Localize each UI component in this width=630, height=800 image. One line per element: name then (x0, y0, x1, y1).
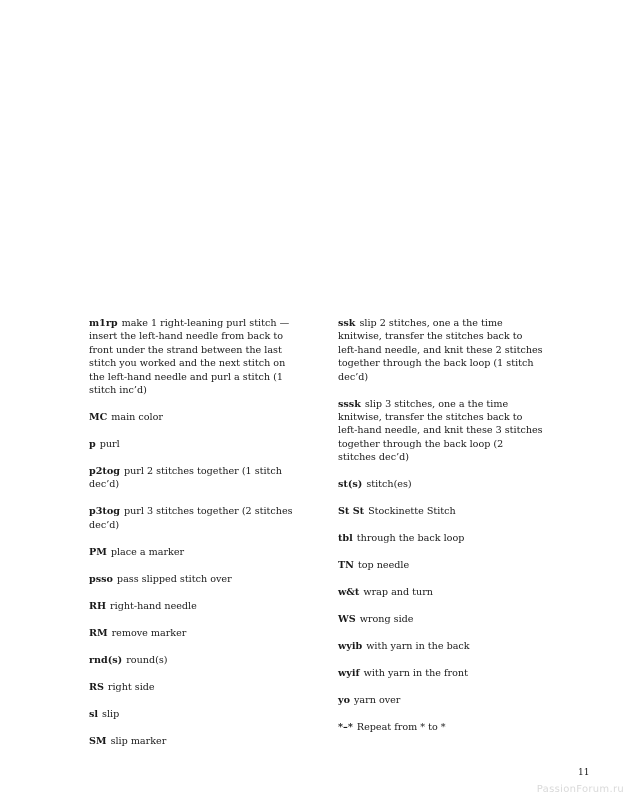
glossary-term: RH (89, 600, 107, 612)
glossary-definition: round(s) (126, 654, 168, 666)
glossary-entry (89, 708, 301, 721)
glossary-term: m1rp (89, 318, 118, 329)
glossary-definition: Stockinette Stitch (368, 506, 456, 518)
page-number: 11 (578, 768, 590, 778)
glossary-term: sl (89, 708, 99, 720)
glossary-entry (338, 694, 543, 707)
glossary-term: wyif (338, 668, 360, 680)
glossary-definition: Repeat from * to * (356, 722, 446, 734)
glossary-entry (338, 613, 543, 626)
glossary-definition: wrong side (359, 614, 414, 626)
glossary-definition: with yarn in the back (366, 641, 470, 653)
glossary-entry (338, 532, 543, 545)
glossary-left-column (89, 317, 301, 762)
glossary-term: p3tog (89, 506, 120, 518)
glossary-definition: slip 3 stitches, one a the time knitwise, transfer the stitches back to left-hand needle, and knit these 3 stitches together through the back loop (2 stitches dec’d) (338, 398, 543, 464)
glossary-definition: purl 2 stitches together (1 stitch dec’d) (89, 466, 282, 491)
glossary-entry (89, 681, 301, 694)
glossary-term: RM (89, 627, 108, 639)
glossary-term: tbl (338, 533, 353, 545)
glossary-right-column (338, 317, 543, 748)
glossary-entry (89, 411, 301, 424)
glossary-definition: purl 3 stitches together (2 stitches dec’d) (89, 506, 293, 531)
glossary-term: St St (338, 506, 365, 518)
glossary-entry (89, 465, 301, 492)
glossary-term: yo (338, 695, 350, 707)
glossary-term: TN (338, 560, 354, 572)
glossary-definition: slip 2 stitches, one a the time knitwise, transfer the stitches back to left-hand needle, and knit these 2 stitches together through the back loop (1 stitch dec’d) (338, 318, 543, 383)
glossary-term: w&t (338, 587, 360, 599)
glossary-definition: slip marker (110, 735, 167, 747)
glossary-entry (338, 721, 543, 734)
glossary-definition: wrap and turn (363, 587, 433, 599)
glossary-term: *–* (338, 722, 353, 734)
glossary-definition: pass slipped stitch over (116, 573, 232, 585)
glossary-entry (338, 586, 543, 599)
glossary-entry (89, 438, 301, 451)
glossary-term: sssk (338, 398, 361, 410)
glossary-entry (338, 398, 543, 465)
glossary-term: st(s) (338, 479, 363, 491)
glossary-entry (89, 654, 301, 667)
glossary-definition: purl (99, 439, 120, 451)
glossary-term: SM (89, 735, 107, 747)
glossary-term: p (89, 439, 96, 451)
glossary-entry (338, 667, 543, 680)
glossary-entry (338, 559, 543, 572)
glossary-entry (338, 640, 543, 653)
glossary-entry (89, 573, 301, 586)
glossary-term: wyib (338, 641, 363, 653)
glossary-definition: main color (111, 412, 163, 424)
glossary-term: RS (89, 681, 104, 693)
glossary-definition: right-hand needle (110, 600, 197, 612)
glossary-term: MC (89, 412, 108, 424)
watermark: PassionForum.ru (536, 784, 624, 795)
glossary-term: WS (338, 614, 356, 626)
glossary-term: p2tog (89, 466, 120, 478)
glossary-entry (89, 546, 301, 559)
glossary-entry (89, 317, 301, 397)
glossary-entry (89, 505, 301, 532)
glossary-definition: slip (102, 708, 120, 720)
glossary-term: ssk (338, 318, 356, 329)
glossary-definition: top needle (357, 560, 410, 572)
glossary-definition: with yarn in the front (363, 668, 468, 680)
glossary-definition: place a marker (110, 546, 185, 558)
glossary-definition: right side (107, 681, 155, 693)
glossary-entry (89, 735, 301, 748)
glossary-entry (338, 317, 543, 384)
glossary-term: psso (89, 573, 113, 585)
glossary-definition: make 1 right-leaning purl stitch — insert the left-hand needle from back to front under the strand between the last stitch you worked and the next stitch on the left-hand needle and purl a stitch (1 stitch inc’d) (89, 318, 290, 397)
glossary-definition: yarn over (353, 695, 401, 707)
glossary-entry (89, 627, 301, 640)
glossary-entry (338, 478, 543, 491)
glossary-entry (89, 600, 301, 613)
glossary-term: rnd(s) (89, 654, 123, 666)
glossary-definition: stitch(es) (366, 479, 412, 491)
glossary-entry (338, 505, 543, 518)
glossary-definition: through the back loop (356, 533, 465, 545)
glossary-term: PM (89, 546, 107, 558)
glossary-definition: remove marker (111, 627, 187, 639)
